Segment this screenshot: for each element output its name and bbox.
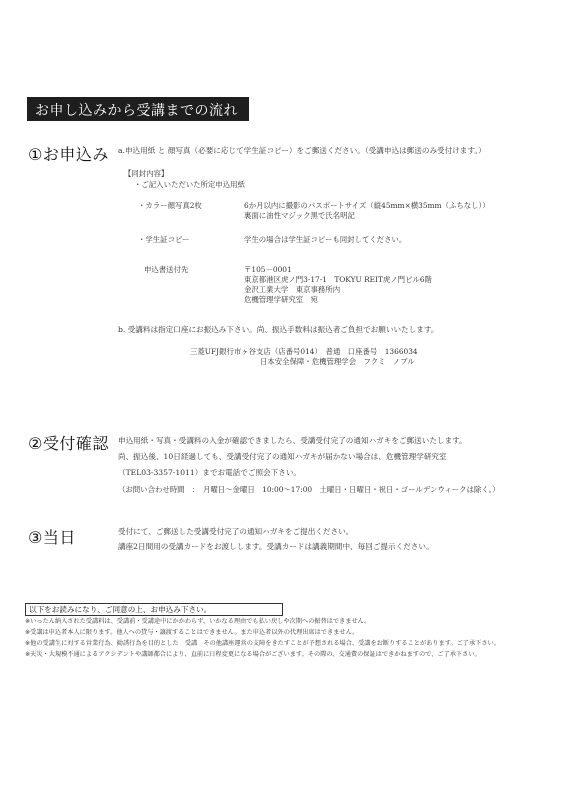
bank-account-holder: 日本安全保障・危機管理学会 フクミ ノブル — [260, 357, 415, 366]
apply-step-a: a.申込用紙 と 顔写真（必要に応じて学生証コピー）をご郵送ください。（受講申込は郵送のみ受付けます。） — [118, 146, 486, 155]
note-schedule: ※天災・大規模不通によるアクシデントや講師都合により、直前に日程変更になる場合がございます。その際の、交通費の保証はできかねますので、ご了承下さい。 — [25, 651, 481, 658]
address-label: 申込書送付先 — [144, 265, 189, 274]
footer-notice-heading: 以下をお読みになり、ご同意の上、お申込み下さい。 — [29, 605, 212, 614]
photo-desc-name: 裏面に油性マジック黒で氏名明記 — [244, 211, 355, 220]
address-line-1: 東京都港区虎ノ門3-17-1 TOKYU REIT虎ノ門ビル6階 — [244, 275, 432, 284]
bank-account: 三菱UFJ銀行市ヶ谷支店（店番号014） 普通 口座番号 1366034 — [190, 347, 418, 356]
apply-step-b: b. 受講料は指定口座にお振込み下さい。尚、振込手数料は振込者ご負担でお願いいたします。 — [118, 325, 439, 334]
address-line-2: 金沢工業大学 東京事務所内 — [244, 285, 341, 294]
contact-hours: （お問い合わせ時間 ： 月曜日～金曜日 10:00～17:00 土曜日・日曜日・祝日・ゴールデンウィークは除く。） — [118, 485, 500, 494]
confirm-line-2: 尚、振込後、10日経過しても、受講受付完了の通知ハガキが届かない場合は、危機管理学研究室 — [118, 452, 447, 461]
note-transfer: ※受講は申込者本人に限ります。他人への貸与・譲渡することはできません。また申込者以外の代理出席はできません。 — [25, 629, 359, 636]
address-zip: 〒105－0001 — [244, 265, 292, 274]
student-id-label: ・学生証コピー — [138, 235, 190, 244]
confirm-line-3: （TEL03-3357-1011）までお電話でご照会下さい。 — [118, 468, 302, 477]
photo-label: ・カラー顔写真2枚 — [138, 201, 202, 210]
address-line-3: 危機管理学研究室 宛 — [244, 295, 318, 304]
enclosure-heading: 【同封内容】 — [124, 169, 169, 178]
section-title-confirm: ②受付確認 — [28, 434, 109, 453]
page-title: お申し込みから受講までの流れ — [35, 103, 238, 119]
note-solicitation: ※他の受講生に対する営業行為、勧誘行為を目的とした 受講 その他講座運営の支障をきたすことが予想される場合、受講をお断りすることがあります。ご了承下さい。 — [25, 640, 500, 647]
section-title-apply: ①お申込み — [28, 145, 109, 164]
student-id-desc: 学生の場合は学生証コピーも同封してください。 — [244, 235, 407, 244]
confirm-line-1: 申込用紙・写真・受講料の入金が確認できましたら、受講受付完了の通知ハガキをご郵送いたします。 — [118, 436, 467, 445]
section-title-day: ③当日 — [28, 528, 76, 547]
day-line-2: 講座2日間用の受講カードをお渡しします。受講カードは講義期間中、毎回ご提示ください。 — [118, 542, 434, 551]
note-refund: ※いったん納入された受講料は、受講前・受講途中にかかわらず、いかなる理由でも払い戻しや次期への振替はできません。 — [25, 618, 371, 625]
enclosure-item-form: ・ご記入いただいた所定申込用紙 — [134, 180, 245, 189]
day-line-1: 受付にて、ご郵送した受講受付完了の通知ハガキをご提出ください。 — [118, 527, 354, 536]
photo-desc-size: 6か月以内に撮影のパスポートサイズ（縦45mm×横35mm（ふちなし）） — [244, 201, 490, 210]
